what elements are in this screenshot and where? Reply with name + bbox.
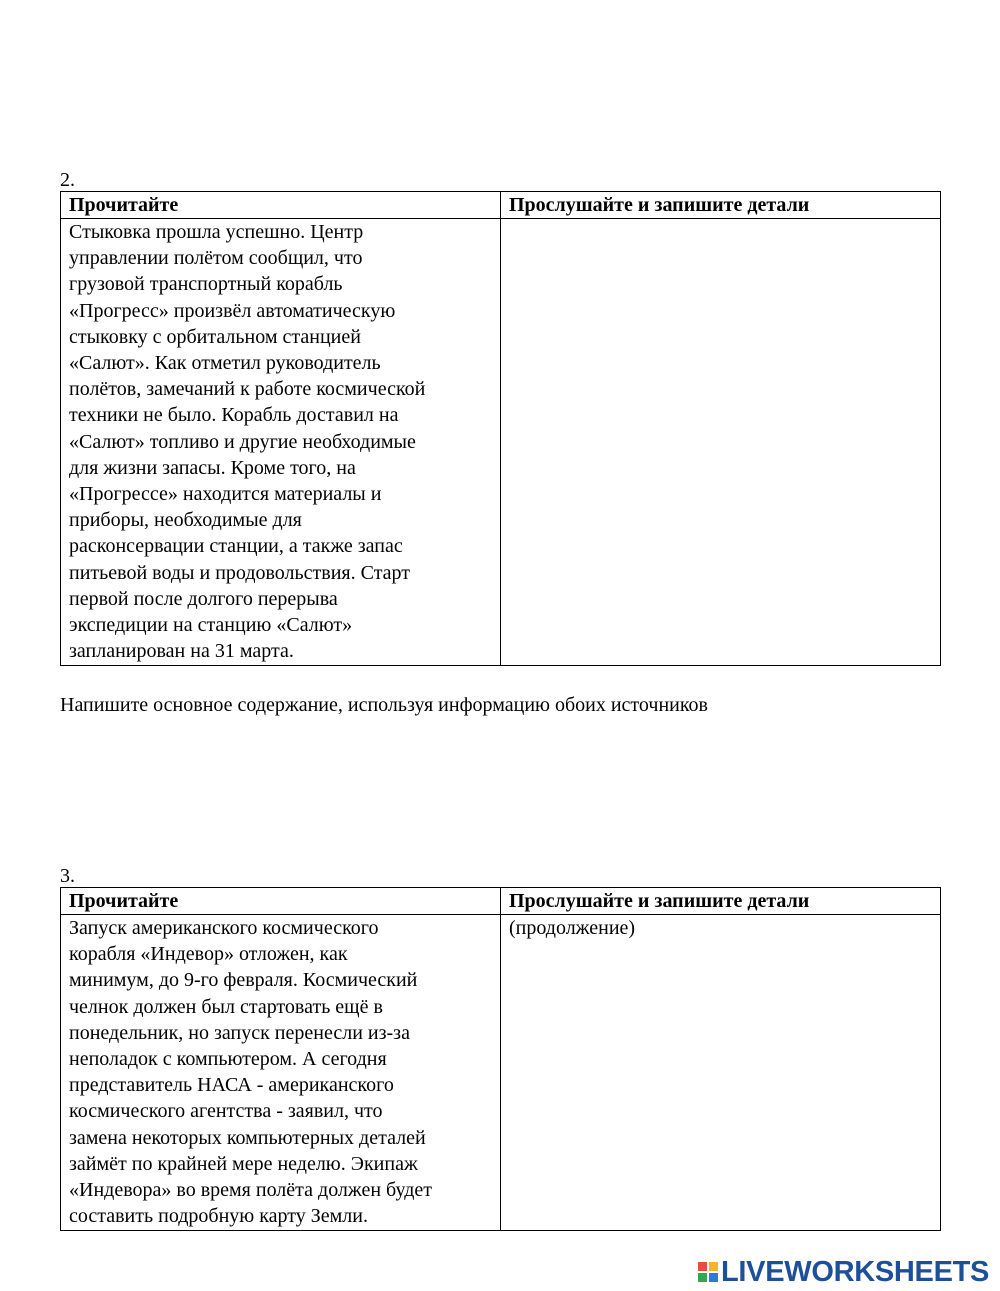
section-3-lines xyxy=(69,915,492,1229)
text-line: «Салют». Как отметил руководитель xyxy=(69,352,381,375)
text-line: приборы, необходимые для xyxy=(69,509,302,532)
text-line: неполадок с компьютером. А сегодня xyxy=(69,1048,387,1071)
logo-square-green xyxy=(698,1273,707,1282)
logo-square-red xyxy=(698,1262,707,1271)
text-line: «Прогрессе» находится материалы и xyxy=(69,483,382,506)
logo-square-blue xyxy=(709,1273,718,1282)
logo-square-yellow xyxy=(709,1262,718,1271)
liveworksheets-brand xyxy=(698,1257,989,1287)
section-2-lines xyxy=(69,219,492,664)
text-line: расконсервации станции, а также запас xyxy=(69,535,403,558)
text-line: для жизни запасы. Кроме того, на xyxy=(69,456,356,479)
text-line: питьевой воды и продовольствия. Старт xyxy=(69,561,411,584)
section-3-read-text xyxy=(61,915,501,1231)
text-line: «Салют» топливо и другие необходимые xyxy=(69,430,416,453)
text-line: понедельник, но запуск перенесли из-за xyxy=(69,1021,410,1044)
text-line: «Индевора» во время полёта должен будет xyxy=(69,1179,432,1202)
text-line: представитель НАСА - американского xyxy=(69,1074,394,1097)
text-line: корабля «Индевор» отложен, как xyxy=(69,943,348,966)
section-3-number: 3. xyxy=(60,865,75,887)
text-line: грузовой транспортный корабль xyxy=(69,273,343,296)
text-line: космического агентства - заявил, что xyxy=(69,1100,383,1123)
liveworksheets-wordmark: LIVEWORKSHEETS xyxy=(721,1256,990,1288)
section-3-header-row xyxy=(61,888,941,915)
section-3-listen-notes[interactable]: (продолжение) xyxy=(501,915,941,1231)
text-line: «Прогресс» произвёл автоматическую xyxy=(69,299,396,322)
text-line: замена некоторых компьютерных деталей xyxy=(69,1126,426,1149)
text-line: управлении полётом сообщил, что xyxy=(69,247,363,270)
section-2-header-row xyxy=(61,192,941,219)
text-line: минимум, до 9-го февраля. Космический xyxy=(69,969,418,992)
text-line: составить подробную карту Земли. xyxy=(69,1205,368,1228)
text-line: полётов, замечаний к работе космической xyxy=(69,378,426,401)
section-3-read-header: Прочитайте xyxy=(61,888,501,915)
text-line: первой после долгого перерыва xyxy=(69,587,338,610)
summary-instruction: Напишите основное содержание, используя информацию обоих источников xyxy=(60,694,708,716)
text-line: техники не было. Корабль доставил на xyxy=(69,404,399,427)
section-2-content-row xyxy=(61,219,941,666)
text-line: запланирован на 31 марта. xyxy=(69,640,294,663)
text-line: займёт по крайней мере неделю. Экипаж xyxy=(69,1152,418,1175)
text-line: Стыковка прошла успешно. Центр xyxy=(69,221,364,243)
text-line: стыковку с орбитальном станцией xyxy=(69,325,361,348)
section-3-listen-header: Прослушайте и запишите детали xyxy=(501,888,941,915)
text-line: челнок должен был стартовать ещё в xyxy=(69,995,383,1018)
liveworksheets-logo-icon xyxy=(698,1262,718,1282)
section-3-content-row xyxy=(61,915,941,1231)
text-line: Запуск американского космического xyxy=(69,917,379,939)
section-2-number: 2. xyxy=(60,169,75,191)
section-3-table xyxy=(60,887,941,1231)
section-2-read-text xyxy=(61,219,501,666)
section-2-listen-notes[interactable] xyxy=(501,219,941,666)
section-2-listen-header: Прослушайте и запишите детали xyxy=(501,192,941,219)
section-2-table xyxy=(60,191,941,666)
text-line: экспедиции на станцию «Салют» xyxy=(69,614,353,637)
section-2-read-header: Прочитайте xyxy=(61,192,501,219)
